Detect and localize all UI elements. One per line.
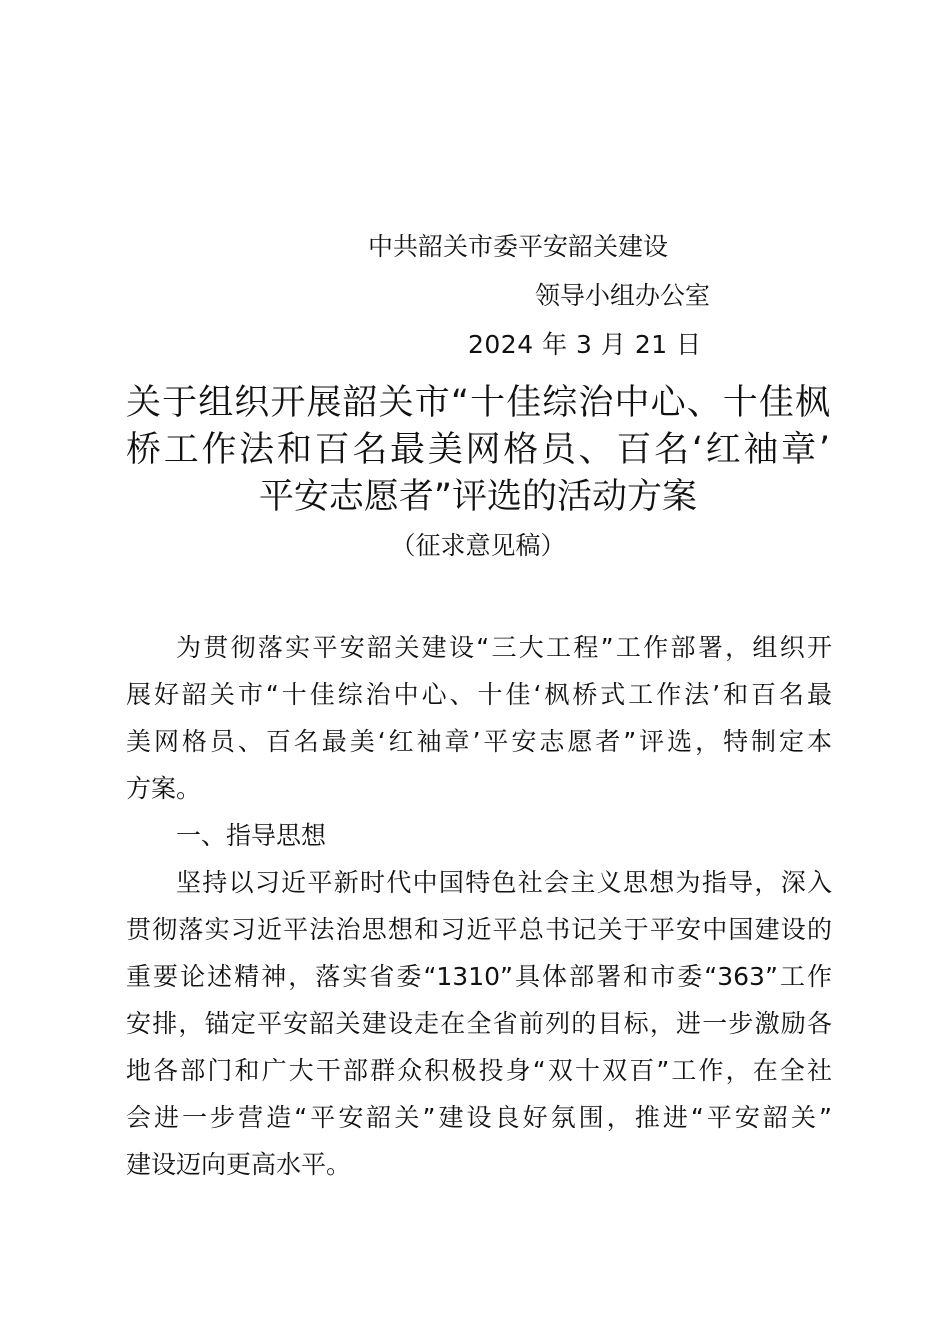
- paragraph-line: 安排，锚定平安韶关建设走在全省前列的目标，进一步激励各: [126, 1009, 832, 1038]
- section-heading-text: 一、指导思想: [176, 821, 327, 850]
- paragraph-line: 建设迈向更高水平。: [126, 1150, 352, 1179]
- paragraph-line: 地各部门和广大干部群众积极投身“双十双百”工作，在全社: [126, 1056, 832, 1085]
- document-subtitle: （征求意见稿）: [390, 531, 566, 560]
- title-line-2: 桥工作法和百名最美网格员、百名‘红袖章’: [126, 430, 830, 470]
- paragraph-intro: [126, 624, 832, 812]
- paragraph-guiding-ideology: [126, 859, 832, 1188]
- issuer-line-1: 中共韶关市委平安韶关建设: [368, 232, 669, 261]
- paragraph-line: 坚持以习近平新时代中国特色社会主义思想为指导，深入: [176, 868, 832, 897]
- paragraph-line: 会进一步营造“平安韶关”建设良好氛围，推进“平安韶关”: [126, 1103, 832, 1132]
- paragraph-line: 为贯彻落实平安韶关建设“三大工程”工作部署，组织开: [176, 633, 832, 662]
- section-heading-guiding-ideology: [126, 812, 832, 859]
- paragraph-line: 展好韶关市“十佳综治中心、十佳‘枫桥式工作法’和百名最: [126, 680, 832, 709]
- paragraph-line: 贯彻落实习近平法治思想和习近平总书记关于平安中国建设的: [126, 915, 832, 944]
- paragraph-line: 美网格员、百名最美‘红袖章’平安志愿者”评选，特制定本: [126, 727, 832, 756]
- issuer-line-2: 领导小组办公室: [535, 281, 711, 310]
- document-title: [126, 380, 830, 521]
- title-line-1: 关于组织开展韶关市“十佳综治中心、十佳枫: [126, 383, 830, 423]
- issue-date: 2024 年 3 月 21 日: [468, 330, 702, 359]
- paragraph-line: 方案。: [126, 774, 202, 803]
- paragraph-line: 重要论述精神，落实省委“1310”具体部署和市委“363”工作: [126, 962, 832, 991]
- title-line-3: 平安志愿者”评选的活动方案: [258, 477, 698, 517]
